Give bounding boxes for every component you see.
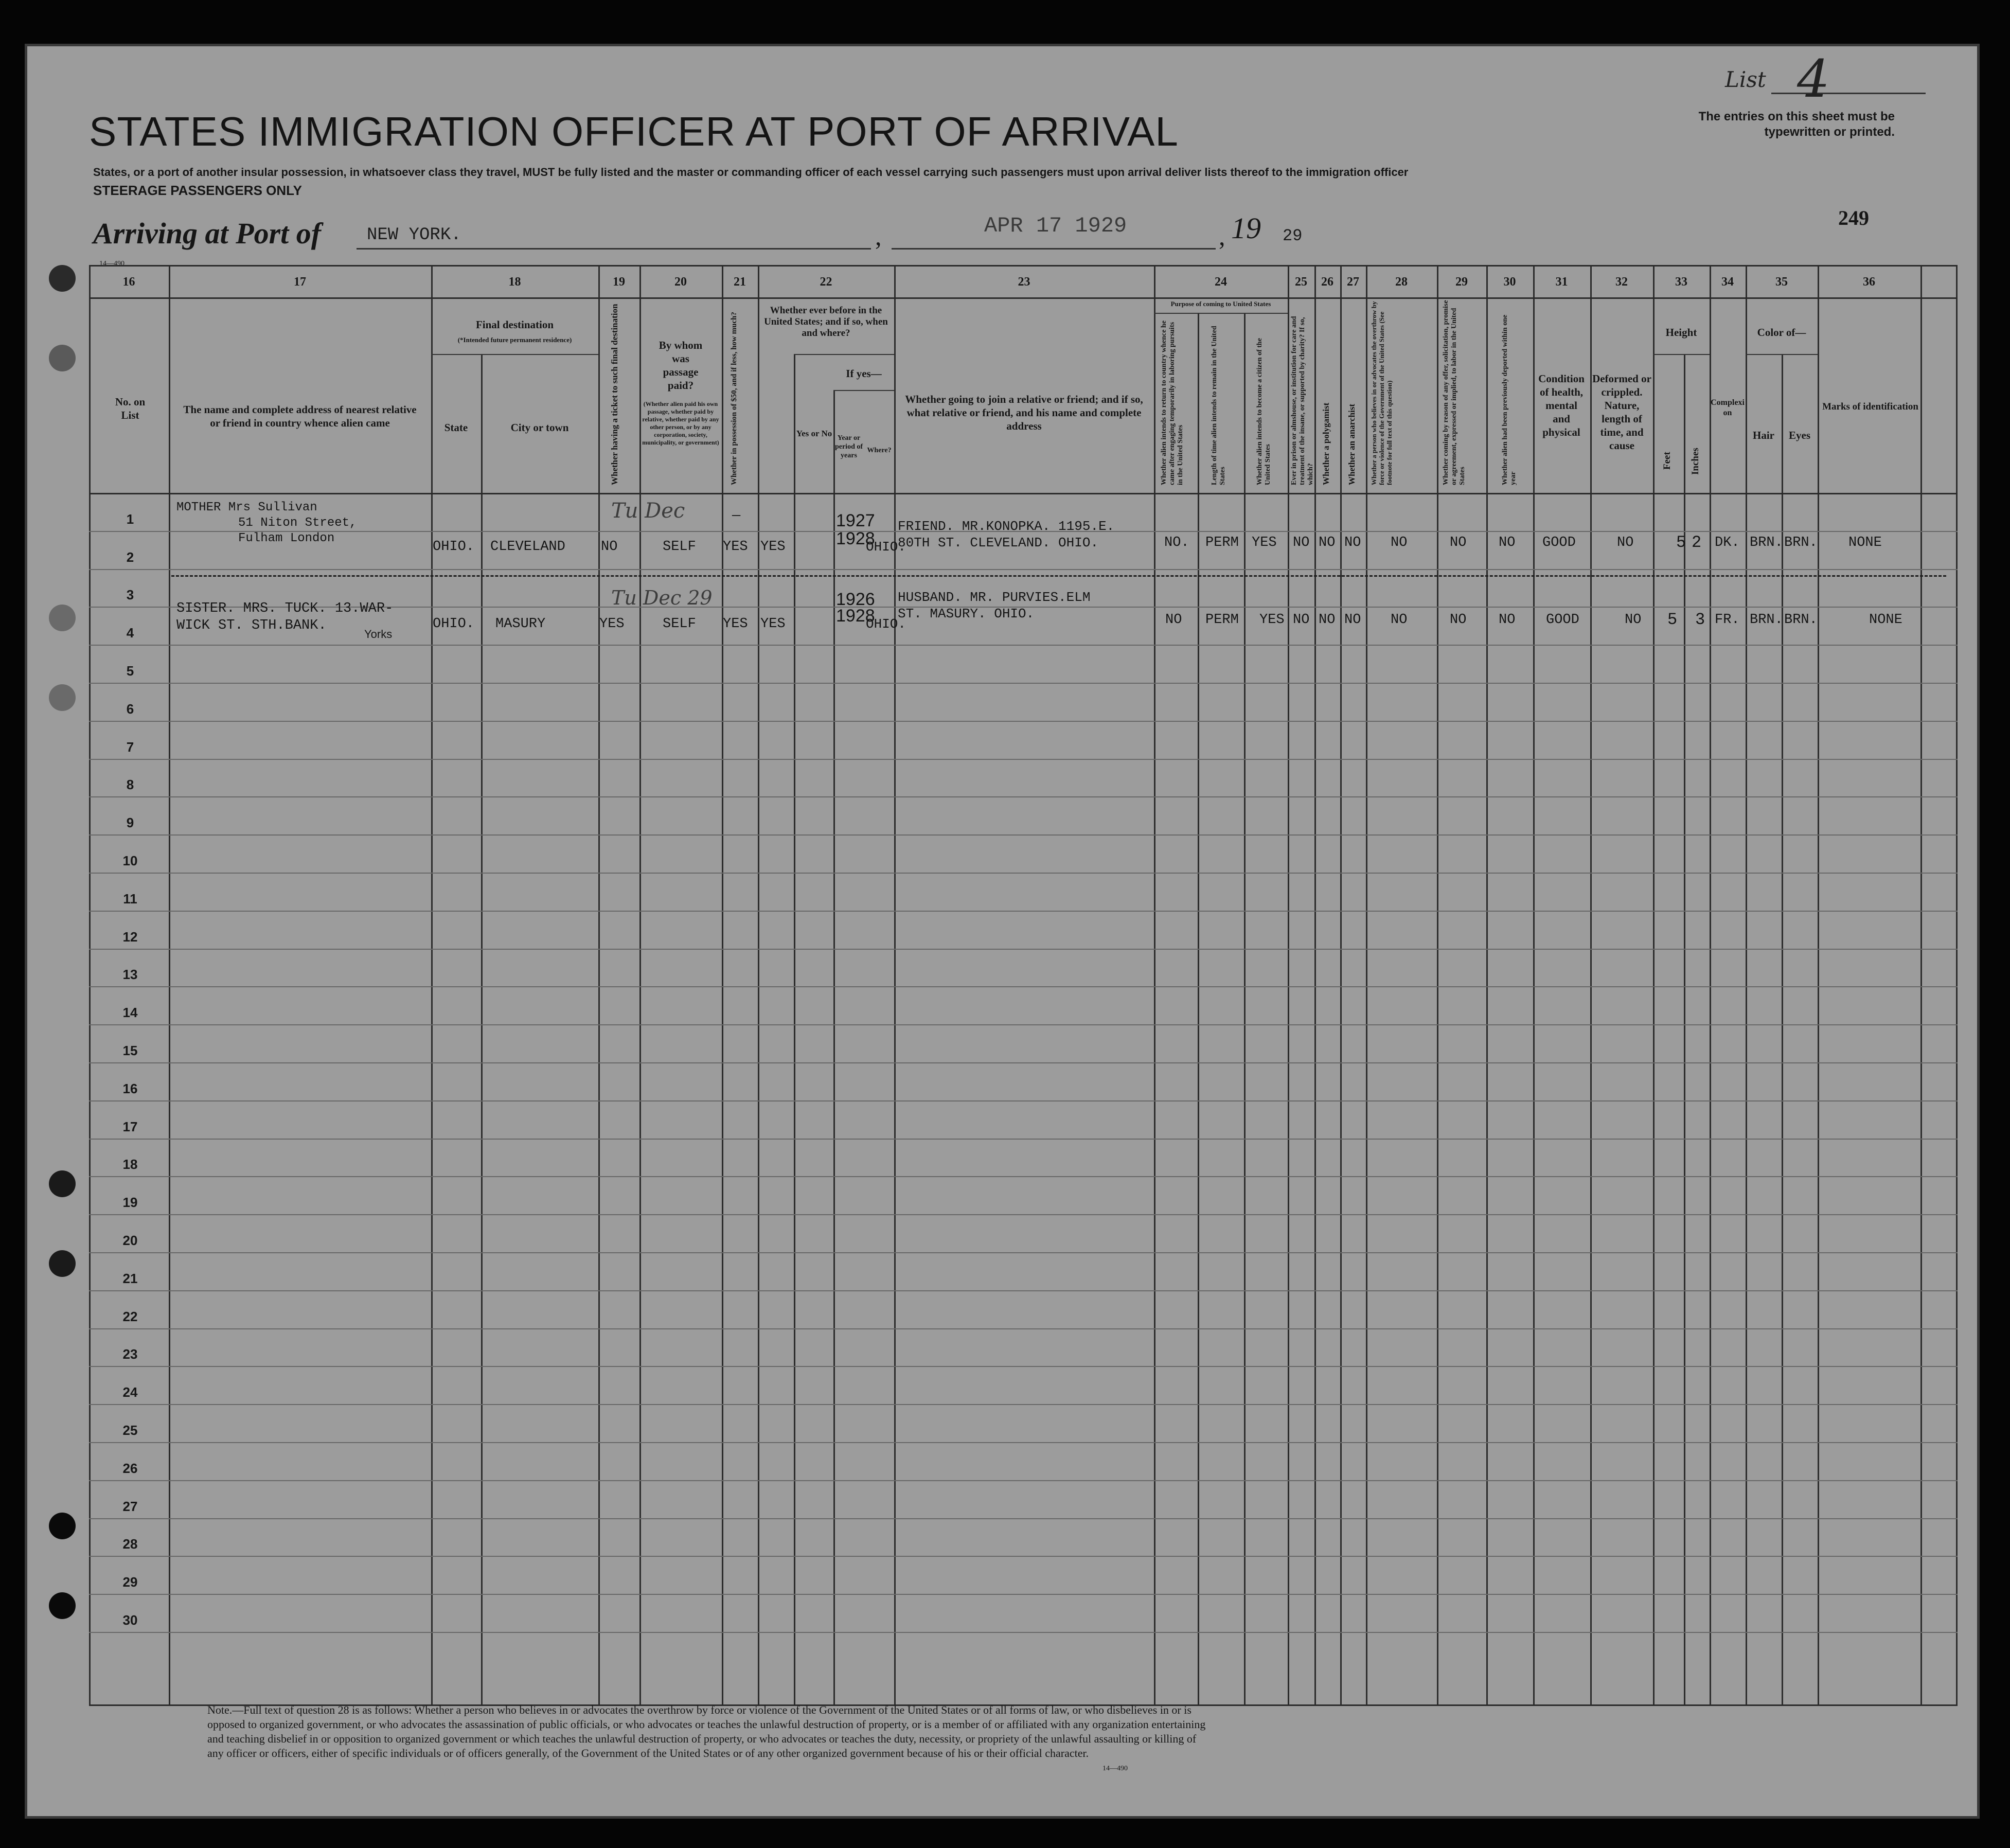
col-line: [1366, 266, 1367, 1704]
entry-3-money: YES: [723, 616, 748, 632]
entry-3-inches: 3: [1695, 610, 1705, 629]
row-rule: [89, 949, 1958, 950]
entry-3-overthrow: NO: [1391, 612, 1408, 628]
row-number: 16: [122, 1080, 138, 1096]
port-value: NEW YORK.: [367, 225, 461, 245]
footnote: Note.—Full text of question 28 is as follows: Whether a person who believes in or advocates the overthrow by force or violence of the Government of the United States or of all forms of law, or who disbelieves in or is opposed to organized government, or who advocates the assassination of public officials, or who advocates or teaches the unlawful destruction of property, or is a member of or affiliated with any organization entertaining and teaching disbelief in or opposition to organized government or which teaches the unlawful destruction of property, or who advocates or teaches the duty, necessity, or propriety of the unlawful assaulting or killing of any officer or officers, either of specific individuals or of officers generally, of the Government of the United States or of any other organized government because of his or their official character.: [207, 1703, 1206, 1760]
col-number: 18: [508, 275, 521, 289]
row-number: 17: [122, 1118, 138, 1134]
row-rule: [89, 911, 1958, 912]
entry-3-relative: SISTER. MRS. TUCK. 13.WAR-: [176, 601, 394, 616]
instructions: The entries on this sheet must be typewritten or printed.: [1698, 110, 1895, 139]
entry-1-paid-by: SELF: [663, 539, 696, 555]
entry-1-inches: 2: [1692, 533, 1702, 552]
entry-1-money: YES: [723, 539, 748, 555]
entry-1-overthrow: NO: [1391, 535, 1408, 550]
col-number: 35: [1775, 275, 1788, 289]
entry-3-health: GOOD: [1546, 612, 1579, 628]
header-return-intent: Whether alien intends to return to country whence he came after engaging temporarily in laboring pursuits in the United States: [1160, 321, 1184, 485]
header-eyes: Eyes: [1789, 429, 1810, 441]
entry-3-deported: NO: [1499, 612, 1516, 628]
entry-1-deported: NO: [1499, 535, 1516, 550]
header-state: State: [444, 421, 468, 434]
header-rule: [89, 493, 1958, 494]
punch-hole: [49, 1592, 76, 1619]
header-citizen: Whether alien intends to become a citizen of the United States: [1256, 338, 1272, 485]
col-line: [1244, 313, 1246, 1704]
header-final-destination-note: (*Intended future permanent residence): [457, 336, 572, 344]
col-number: 33: [1675, 275, 1687, 289]
list-number: 4: [1797, 49, 1830, 109]
row-number: 13: [122, 967, 138, 983]
entry-1-where: OHIO.: [866, 539, 906, 555]
entry-1-labor-offer: NO: [1450, 535, 1467, 550]
col-line: [722, 266, 723, 1704]
header-health: Condition of health, mental and physical: [1538, 372, 1585, 438]
entry-1-ticket-note: Tu Dec: [611, 499, 685, 523]
entry-3-relative: WICK ST. STH.BANK.: [176, 618, 327, 633]
row-rule: [89, 1328, 1958, 1329]
entry-3-relative: Yorks: [364, 628, 393, 641]
stamp-date: APR 17 1929: [984, 214, 1127, 238]
row-rule: [89, 1139, 1958, 1140]
entry-3-paid-by: SELF: [663, 616, 696, 632]
row-rule: [89, 986, 1958, 987]
entry-3-where: OHIO.: [866, 616, 906, 632]
entry-1-years: 1928: [836, 529, 875, 548]
col-number: 26: [1321, 275, 1333, 289]
entry-1-feet: 5: [1676, 533, 1686, 552]
col-line: [431, 266, 433, 1704]
col-number: 21: [734, 275, 746, 289]
row-number: 29: [122, 1574, 138, 1590]
col-number: 28: [1395, 275, 1408, 289]
entry-3-city: MASURY: [495, 616, 546, 632]
col-line: [1710, 266, 1711, 1704]
header-ticket: Whether having a ticket to such final destination: [610, 304, 619, 485]
sub-rule-35: [1746, 354, 1818, 355]
entry-3-ticket-note: Tu Dec 29: [611, 587, 713, 609]
col-line: [1956, 266, 1958, 1704]
dashed-line: [171, 575, 1946, 577]
row-number: 11: [123, 891, 137, 907]
col-line: [894, 266, 896, 1704]
header-if-yes: If yes—: [846, 367, 882, 380]
punch-hole: [49, 1513, 76, 1539]
col-number: 16: [122, 275, 135, 289]
header-city: City or town: [510, 421, 569, 434]
row-number: 23: [122, 1346, 138, 1362]
row-number: 20: [122, 1233, 138, 1248]
entry-1-money-note: —: [732, 508, 741, 524]
header-length: Length of time alien intends to remain in the United States: [1211, 326, 1226, 485]
col-line: [1920, 266, 1922, 1704]
row-number: 24: [122, 1384, 138, 1400]
col-line: [598, 266, 600, 1704]
col-line: [481, 354, 483, 1704]
header-anarchist: Whether an anarchist: [1347, 403, 1357, 485]
header-paid-by: By whom was passage paid?: [659, 339, 703, 392]
punch-hole: [49, 345, 76, 371]
row-rule: [89, 834, 1958, 836]
col-number: 24: [1215, 275, 1227, 289]
list-label: List: [1725, 67, 1766, 92]
row-rule: [89, 1404, 1958, 1405]
page-title: STATES IMMIGRATION OFFICER AT PORT OF ARRIVAL: [89, 109, 1179, 154]
entry-3-prison: NO: [1293, 612, 1310, 628]
manifest-table: [89, 265, 1958, 1758]
entry-1-anarchist: NO: [1344, 535, 1361, 550]
entry-3-joining: ST. MASURY. OHIO.: [898, 606, 1035, 621]
entry-3-length: PERM: [1205, 612, 1239, 628]
col-line: [1782, 354, 1783, 1704]
header-deformed: Deformed or crippled. Nature, length of time, and cause: [1592, 372, 1651, 452]
header-polygamist: Whether a polygamist: [1321, 402, 1331, 485]
row-rule: [89, 1480, 1958, 1481]
row-number: 8: [126, 777, 134, 793]
row-number: 9: [126, 815, 134, 831]
col-number: 22: [820, 275, 832, 289]
header-height: Height: [1665, 326, 1697, 339]
manifest-sheet: [25, 44, 1980, 1819]
header-complexion: Complexion: [1711, 398, 1745, 417]
row-number: 22: [122, 1308, 138, 1324]
row-rule: [89, 569, 1958, 570]
entry-1-relative: Fulham London: [238, 531, 335, 545]
row-number: 27: [122, 1498, 138, 1514]
header-labor-offer: Whether coming by reason of any offer, solicitation, promise or agreement, expressed or implied, to labor in the United States: [1442, 300, 1466, 485]
sub-rule-33: [1653, 354, 1710, 355]
punch-hole: [49, 1170, 76, 1197]
comma-2: ,: [1219, 222, 1225, 251]
col-line: [1340, 266, 1342, 1704]
col-line: [1437, 266, 1438, 1704]
entry-1-state: OHIO.: [433, 539, 475, 555]
header-final-destination: Final destination: [475, 318, 554, 331]
row-number: 21: [122, 1270, 138, 1286]
row-rule: [89, 721, 1958, 722]
entry-1-return-intent: NO.: [1164, 535, 1189, 550]
comma-1: ,: [875, 222, 882, 251]
row-number: 28: [122, 1536, 138, 1552]
entry-1-deformed: NO: [1617, 535, 1634, 550]
header-before-us: Whether ever before in the United States; and if so, when and where?: [764, 305, 888, 339]
header-yes-no: Yes or No: [796, 429, 832, 438]
entry-3-state: OHIO.: [433, 616, 475, 632]
col-line: [1746, 266, 1747, 1704]
punch-hole: [49, 1250, 76, 1277]
entry-1-polygamist: NO: [1319, 535, 1336, 550]
entry-1-joining: 80TH ST. CLEVELAND. OHIO.: [898, 535, 1099, 550]
page-number: 249: [1838, 206, 1869, 229]
row-rule: [89, 1176, 1958, 1177]
entry-1-eyes: BRN.: [1784, 535, 1818, 550]
sub-rule-22: [794, 354, 894, 355]
punch-hole: [49, 265, 76, 292]
col-line: [758, 266, 759, 1704]
entry-3-hair: BRN.: [1750, 612, 1783, 628]
arriving-label: Arriving at Port of: [93, 217, 322, 250]
sub-rule-18: [431, 354, 598, 355]
col-line: [794, 354, 795, 1704]
row-rule: [89, 683, 1958, 684]
port-underline: [357, 248, 871, 250]
entry-3-deformed: NO: [1625, 612, 1642, 628]
entry-3-eyes: BRN.: [1784, 612, 1818, 628]
col-number: 34: [1721, 275, 1734, 289]
col-line: [1533, 266, 1535, 1704]
entry-3-citizen: YES: [1259, 612, 1285, 628]
col-line: [1154, 266, 1155, 1704]
punch-hole: [49, 605, 76, 631]
entry-3-ticket: YES: [599, 616, 625, 632]
entry-1-ticket: NO: [601, 539, 618, 555]
entry-3-feet: 5: [1667, 610, 1678, 629]
col-number: 20: [674, 275, 687, 289]
entry-1-relative: MOTHER Mrs Sullivan: [176, 501, 317, 514]
row-rule: [89, 873, 1958, 874]
header-hair: Hair: [1753, 429, 1774, 441]
footnote-code: 14—490: [1102, 1765, 1128, 1772]
header-prison: Ever in prison or almshouse, or institution for care and treatment of the insane, or supported by charity? If so, which?: [1290, 316, 1314, 485]
header-relative: The name and complete address of nearest relative or friend in country whence alien came: [183, 403, 417, 429]
header-marks: Marks of identification: [1822, 401, 1918, 412]
row-number: 4: [126, 625, 134, 641]
header-color-of: Color of—: [1757, 326, 1806, 339]
col-line: [1198, 313, 1199, 1704]
header-where: Where?: [867, 447, 892, 454]
row-number: 2: [126, 549, 134, 565]
entry-1-relative: 51 Niton Street,: [238, 516, 357, 530]
col-number: 29: [1455, 275, 1468, 289]
row-number: 18: [122, 1157, 138, 1172]
entry-3-polygamist: NO: [1319, 612, 1336, 628]
form-code: 14—490: [99, 260, 124, 268]
entry-1-length: PERM: [1205, 535, 1239, 550]
sub-rule-22b: [833, 390, 894, 391]
row-number: 26: [122, 1460, 138, 1476]
row-number: 3: [126, 587, 134, 603]
header-years: Year or period of years: [834, 434, 863, 459]
entry-1-health: GOOD: [1542, 535, 1576, 550]
row-number: 12: [122, 929, 138, 945]
row-number: 19: [122, 1195, 138, 1211]
row-number: 7: [126, 739, 134, 755]
header-paid-by-note: (Whether alien paid his own passage, whether paid by relative, whether paid by any other person, or by any corporation, society, municipality, or government): [642, 400, 719, 446]
row-rule: [89, 1062, 1958, 1063]
row-number: 15: [122, 1043, 138, 1058]
row-rule: [89, 1442, 1958, 1443]
col-line: [1818, 266, 1819, 1704]
col-number: 19: [613, 275, 625, 289]
year-suffix: 29: [1283, 226, 1303, 245]
entry-1-citizen: YES: [1252, 535, 1277, 550]
row-rule: [89, 1100, 1958, 1101]
row-rule: [89, 1556, 1958, 1557]
row-number: 5: [126, 663, 134, 679]
row-rule: [89, 1366, 1958, 1367]
col-line: [1288, 266, 1289, 1704]
date-underline: [892, 248, 1216, 250]
entry-1-before-us: YES: [760, 539, 786, 555]
row-rule: [89, 1632, 1958, 1633]
entry-1-complexion: DK.: [1715, 535, 1740, 550]
entry-3-complexion: FR.: [1715, 612, 1740, 628]
entry-1-marks: NONE: [1848, 535, 1882, 550]
entry-3-joining: HUSBAND. MR. PURVIES.ELM: [898, 590, 1091, 605]
header-feet: Feet: [1662, 452, 1673, 470]
row-rule: [89, 796, 1958, 797]
row-rule: [89, 645, 1958, 646]
header-overthrow: Whether a person who believes in or advocates the overthrow by force or violence of the Government of the United States (See footnote for full text of this question): [1370, 301, 1393, 485]
col-number: 17: [294, 275, 306, 289]
entry-3-years: 1928: [836, 606, 875, 626]
row-rule: [89, 1290, 1958, 1291]
col-line: [169, 266, 170, 1704]
steerage-label: STEERAGE PASSENGERS ONLY: [93, 183, 302, 198]
col-line: [1684, 354, 1685, 1704]
col-number: 27: [1347, 275, 1359, 289]
row-number: 25: [122, 1423, 138, 1438]
col-number: 32: [1615, 275, 1628, 289]
header-joining: Whether going to join a relative or friend; and if so, what relative or friend, and his name and complete address: [905, 393, 1143, 432]
col-number: 30: [1503, 275, 1516, 289]
col-number: 36: [1863, 275, 1875, 289]
col-line: [639, 266, 641, 1704]
col-number: 23: [1018, 275, 1030, 289]
sub-rule-24: [1154, 313, 1288, 314]
row-rule: [89, 1252, 1958, 1253]
col-line: [1653, 266, 1655, 1704]
row-number: 30: [122, 1612, 138, 1628]
col-line: [1590, 266, 1592, 1704]
row-rule: [89, 1518, 1958, 1519]
row-rule: [89, 1214, 1958, 1215]
header-purpose: Purpose of coming to United States: [1170, 300, 1271, 308]
row-number: 10: [122, 853, 138, 868]
punch-hole: [49, 684, 76, 711]
col-number: 31: [1555, 275, 1568, 289]
row-rule: [89, 1594, 1958, 1595]
entry-1-years: 1927: [836, 511, 875, 530]
year-prefix: 19: [1231, 211, 1261, 245]
list-underline: [1771, 93, 1926, 94]
intro-line: States, or a port of another insular possession, in whatsoever class they travel, MUST be fully listed and the master or commanding officer of each vessel carrying such passengers must upon arrival deliver lists thereof to the immigration officer: [93, 166, 1409, 179]
entry-3-anarchist: NO: [1344, 612, 1361, 628]
header-rule: [89, 297, 1958, 299]
row-number: 1: [126, 511, 134, 527]
col-line: [833, 390, 835, 1704]
entry-1-prison: NO: [1293, 535, 1310, 550]
header-no-on-list: No. on List: [115, 396, 146, 421]
header-inches: Inches: [1690, 448, 1701, 475]
entry-3-labor-offer: NO: [1450, 612, 1467, 628]
entry-1-city: CLEVELAND: [490, 539, 565, 555]
entry-3-marks: NONE: [1869, 612, 1902, 628]
entry-3-return-intent: NO: [1165, 612, 1182, 628]
entry-3-before-us: YES: [760, 616, 786, 632]
row-rule: [89, 1024, 1958, 1025]
col-number: 25: [1295, 275, 1307, 289]
entry-3-years: 1926: [836, 590, 875, 609]
row-rule: [89, 759, 1958, 760]
col-line: [1486, 266, 1488, 1704]
header-money: Whether in possession of $50, and if less, how much?: [730, 312, 738, 485]
col-line: [89, 266, 91, 1704]
row-number: 6: [126, 701, 134, 717]
header-deported: Whether alien had been previously deported within one year: [1501, 314, 1517, 485]
entry-1-hair: BRN.: [1750, 535, 1783, 550]
row-number: 14: [122, 1005, 138, 1021]
entry-1-joining: FRIEND. MR.KONOPKA. 1195.E.: [898, 519, 1115, 534]
